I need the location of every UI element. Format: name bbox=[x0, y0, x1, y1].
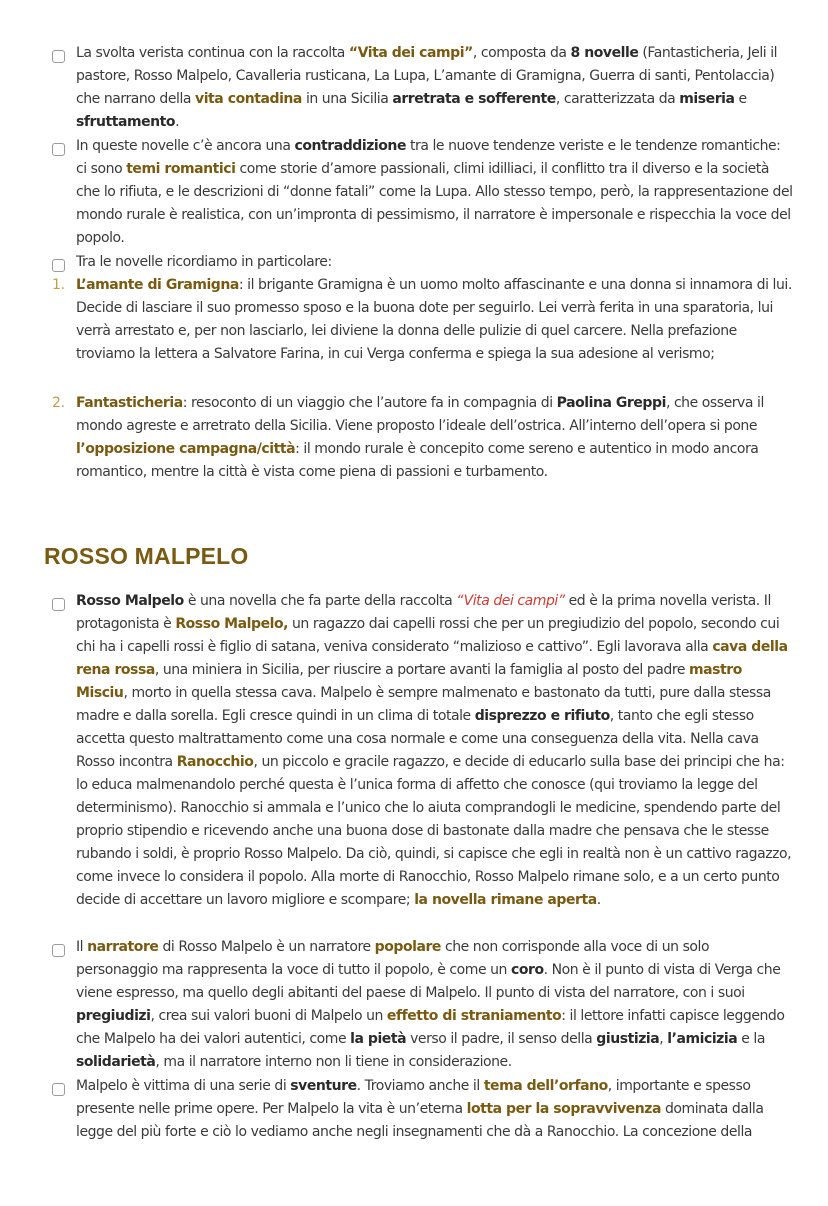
paragraph-narratore: Il narratore di Rosso Malpelo è un narratore popolare che non corrisponde alla voce di un solo personaggio ma rappresenta la voce di tutto il popolo, è come un coro. Non è il punto di vista di Verga che viene espresso, ma quello degli abitanti del paese di Malpelo. Il punto di vista del narratore, con i suoi pregiudizi, crea sui valori buoni di Malpelo un effetto di straniamento: il lettore infatti capisce leggendo che Malpelo ha dei valori autentici, come la pietà verso il padre, il senso della giustizia, l’amicizia e la solidarietà, ma il narratore interno non li tiene in considerazione. bbox=[76, 939, 785, 1070]
checkbox-p2[interactable] bbox=[52, 143, 65, 156]
section-heading: ROSSO MALPELO bbox=[44, 543, 249, 569]
list-number-2: 2. bbox=[52, 395, 65, 411]
checkbox-p1[interactable] bbox=[52, 50, 65, 63]
checkbox-p3[interactable] bbox=[52, 259, 65, 272]
checkbox-rm3[interactable] bbox=[52, 1083, 65, 1096]
list-number-1: 1. bbox=[52, 277, 65, 293]
list-item-fantasticheria: Fantasticheria: resoconto di un viaggio che l’autore fa in compagnia di Paolina Greppi, che osserva il mondo agreste e arretrato della Sicilia. Viene proposto l’ideale dell’ostrica. All’interno dell’opera si pone l’opposizione campagna/città: il mondo rurale è concepito come sereno e autentico in modo ancora romantico, mentre la città è vista come piena di passioni e turbamento. bbox=[76, 395, 764, 480]
paragraph-vita-dei-campi: La svolta verista continua con la raccolta “Vita dei campi”, composta da 8 novelle (Fantasticheria, Jeli il pastore, Rosso Malpelo, Cavalleria rusticana, La Lupa, L’amante di Gramigna, Guerra di santi, Pentolaccia) che narrano della vita contadina in una Sicilia arretrata e sofferente, caratterizzata da miseria e sfruttamento. bbox=[76, 45, 778, 130]
paragraph-intro-list: Tra le novelle ricordiamo in particolare: bbox=[76, 254, 332, 270]
paragraph-sventure: Malpelo è vittima di una serie di sventure. Troviamo anche il tema dell’orfano, importante e spesso presente nelle prime opere. Per Malpelo la vita è un’eterna lotta per la sopravvivenza dominata dalla legge del più forte e ciò lo vediamo anche negli insegnamenti che dà a Ranocchio. La concezione della bbox=[76, 1078, 764, 1140]
checkbox-rm1[interactable] bbox=[52, 598, 65, 611]
paragraph-contraddizione: In queste novelle c’è ancora una contraddizione tra le nuove tendenze veriste e le tendenze romantiche: ci sono temi romantici come storie d’amore passionali, climi idilliaci, il conflitto tra il diverso e la società che lo rifiuta, e le descrizioni di “donne fatali” come la Lupa. Allo stesso tempo, però, la rappresentazione del mondo rurale è realistica, con un’impronta di pessimismo, il narratore è impersonale e rispecchia la voce del popolo. bbox=[76, 138, 793, 246]
checkbox-rm2[interactable] bbox=[52, 944, 65, 957]
paragraph-rosso-malpelo-plot: Rosso Malpelo è una novella che fa parte della raccolta “Vita dei campi” ed è la prima novella verista. Il protagonista è Rosso Malpelo, un ragazzo dai capelli rossi che per un pregiudizio del popolo, secondo cui chi ha i capelli rossi è figlio di satana, veniva considerato “malizioso e cattivo”. Egli lavorava alla cava della rena rossa, una miniera in Sicilia, per riuscire a portare avanti la famiglia al posto del padre mastro Misciu, morto in quella stessa cava. Malpelo è sempre malmenato e bastonato da tutti, pure dalla stessa madre e dalla sorella. Egli cresce quindi in un clima di totale disprezzo e rifiuto, tanto che egli stesso accetta questo maltrattamento come una cosa normale e come una conseguenza della vita. Nella cava Rosso incontra Ranocchio, un piccolo e gracile ragazzo, e decide di educarlo sulla base dei principi che ha: lo educa malmenandolo perché questa è l’unica forma di affetto che conosce (qui troviamo la legge del determinismo). Ranocchio si ammala e l’unico che lo aiuta comprandogli le medicine, spendendo parte del proprio stipendio e ricevendo anche una buona dose di bastonate dalla madre che pensava che le stesse rubando i soldi, è proprio Rosso Malpelo. Da ciò, quindi, si capisce che egli in realtà non è un cattivo ragazzo, come invece lo considera il popolo. Alla morte di Ranocchio, Rosso Malpelo rimane solo, e a un certo punto decide di accettare un lavoro migliore e scompare; la novella rimane aperta. bbox=[76, 593, 792, 908]
list-item-amante-di-gramigna: L’amante di Gramigna: il brigante Gramigna è un uomo molto affascinante e una donna si innamora di lui. Decide di lasciare il suo promesso sposo e la buona dote per seguirlo. Lei verrà ferita in una sparatoria, lui verrà arrestato e, per non lasciarlo, lei diviene la donna delle pulizie di quel carcere. Nella prefazione troviamo la lettera a Salvatore Farina, in cui Verga conferma e spiega la sua adesione al verismo; bbox=[76, 277, 792, 362]
